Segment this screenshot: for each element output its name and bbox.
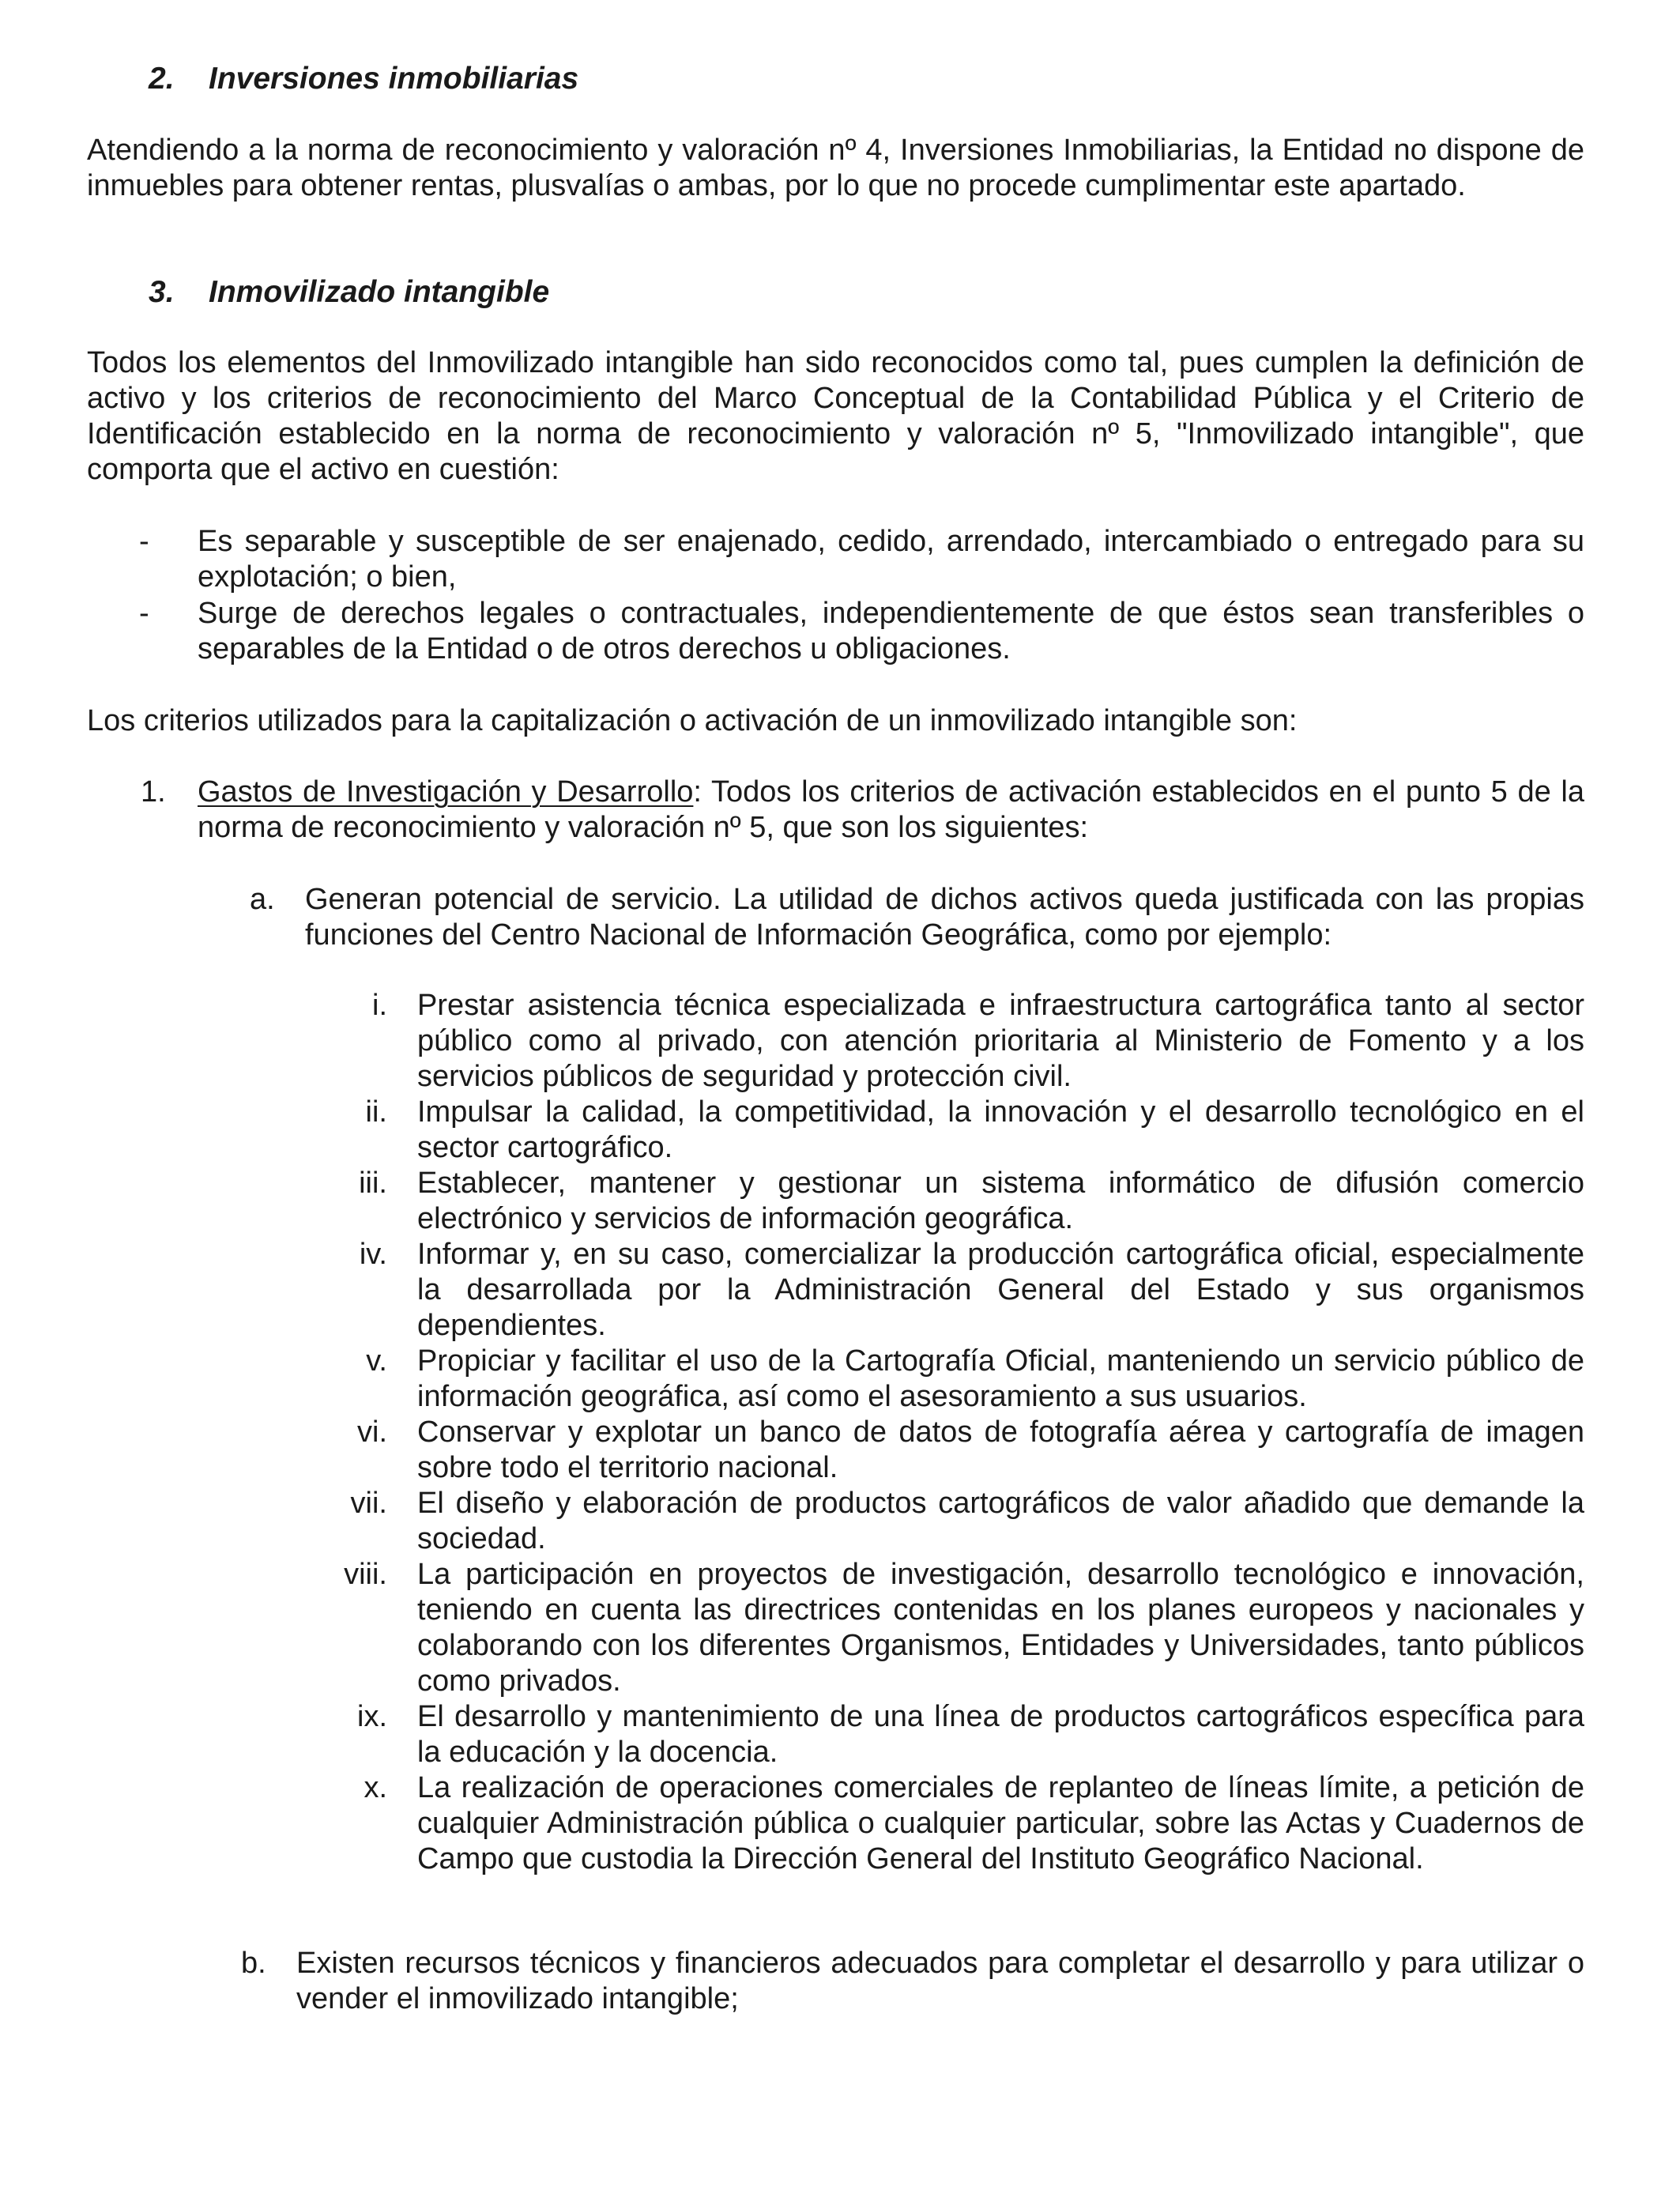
bullet-marker: - (139, 525, 149, 558)
roman-marker: ix. (357, 1700, 387, 1733)
section-number: 3. (149, 275, 175, 309)
roman-marker: viii. (344, 1558, 387, 1591)
item-text: Existen recursos técnicos y financieros adecuados para completar el desarrollo y para utilizar o vender el inmovilizado intangible; (296, 1947, 1584, 2015)
item-text: Prestar asistencia técnica especializada e infraestructura cartográfica tanto al sector público como al privado, con atención prioritaria al Ministerio de Fomento y a los servicios públicos de seguridad y protección civil. (417, 989, 1584, 1093)
roman-item (316, 1344, 1584, 1415)
roman-marker: iv. (359, 1238, 387, 1271)
roman-item (316, 1166, 1584, 1237)
bullet-marker: - (139, 597, 149, 630)
paragraph: Todos los elementos del Inmovilizado intangible han sido reconocidos como tal, pues cumplen la definición de activo y los criterios de reconocimiento del Marco Conceptual de la Contabilidad Pública y el Criterio de Identificación establecido en la norma de reconocimiento y valoración nº 5, "Inmovilizado intangible", que comporta que el activo en cuestión: (87, 346, 1584, 486)
roman-marker: ii. (365, 1095, 387, 1129)
item-text: Impulsar la calidad, la competitividad, la innovación y el desarrollo tecnológico en el sector cartográfico. (417, 1095, 1584, 1164)
item-text: El diseño y elaboración de productos cartográficos de valor añadido que demande la sociedad. (417, 1487, 1584, 1555)
item-text: : Todos los criterios de activación establecidos en el punto 5 de la norma de reconocimiento y valoración nº 5, que son los siguientes: (198, 775, 1584, 844)
section-number: 2. (149, 62, 175, 96)
list-item (139, 524, 1584, 595)
roman-item (316, 1699, 1584, 1770)
section-title: Inmovilizado intangible (209, 275, 550, 309)
item-title: Gastos de Investigación y Desarrollo (198, 775, 694, 809)
item-text: Informar y, en su caso, comercializar la producción cartográfica oficial, especialmente la desarrollada por la Administración General del Estado y sus organismos dependientes. (417, 1238, 1584, 1342)
item-text: Propiciar y facilitar el uso de la Cartografía Oficial, manteniendo un servicio público de información geográfica, así como el asesoramiento a sus usuarios. (417, 1344, 1584, 1413)
roman-marker: x. (363, 1771, 387, 1804)
item-text: Generan potencial de servicio. La utilidad de dichos activos queda justificada con las propias funciones del Centro Nacional de Información Geográfica, como por ejemplo: (305, 883, 1584, 952)
numbered-item (141, 775, 1584, 846)
roman-marker: iii. (359, 1167, 387, 1200)
roman-marker: i. (372, 989, 387, 1022)
item-letter: a. (250, 883, 275, 916)
roman-item (316, 988, 1584, 1095)
item-text: El desarrollo y mantenimiento de una línea de productos cartográficos específica para la educación y la docencia. (417, 1700, 1584, 1769)
lettered-item (250, 882, 1584, 953)
list-item-text: Es separable y susceptible de ser enajenado, cedido, arrendado, intercambiado o entregado para su explotación; o bien, (198, 525, 1584, 594)
section-heading-2 (149, 61, 578, 96)
roman-item (316, 1237, 1584, 1344)
paragraph: Atendiendo a la norma de reconocimiento y valoración nº 4, Inversiones Inmobiliarias, la Entidad no dispone de inmuebles para obtener rentas, plusvalías o ambas, por lo que no procede cumplimentar este apartado. (87, 134, 1584, 202)
item-text: La participación en proyectos de investigación, desarrollo tecnológico e innovación, teniendo en cuenta las directrices contenidas en los planes europeos y nacionales y colaborando con los diferentes Organismos, Entidades y Universidades, tanto públicos como privados. (417, 1558, 1584, 1698)
roman-marker: v. (366, 1344, 387, 1378)
list-item (139, 596, 1584, 667)
section-title: Inversiones inmobiliarias (209, 62, 579, 96)
lettered-item (241, 1946, 1584, 2017)
section-heading-3 (149, 274, 549, 310)
roman-item (316, 1770, 1584, 1877)
roman-item (316, 1486, 1584, 1557)
roman-item (316, 1095, 1584, 1166)
roman-item (316, 1415, 1584, 1486)
item-number: 1. (141, 775, 166, 809)
roman-marker: vi. (357, 1416, 387, 1449)
list-item-text: Surge de derechos legales o contractuales, independientemente de que éstos sean transferibles o separables de la Entidad o de otros derechos u obligaciones. (198, 597, 1584, 665)
item-text: Establecer, mantener y gestionar un sistema informático de difusión comercio electrónico y servicios de información geográfica. (417, 1167, 1584, 1235)
roman-marker: vii. (350, 1487, 387, 1520)
item-text: La realización de operaciones comerciales de replanteo de líneas límite, a petición de cualquier Administración pública o cualquier particular, sobre las Actas y Cuadernos de Campo que custodia la Dirección General del Instituto Geográfico Nacional. (417, 1771, 1584, 1875)
item-letter: b. (241, 1947, 266, 1980)
paragraph: Los criterios utilizados para la capitalización o activación de un inmovilizado intangible son: (87, 704, 1298, 737)
item-text: Conservar y explotar un banco de datos de fotografía aérea y cartografía de imagen sobre todo el territorio nacional. (417, 1416, 1584, 1484)
roman-item (316, 1557, 1584, 1699)
